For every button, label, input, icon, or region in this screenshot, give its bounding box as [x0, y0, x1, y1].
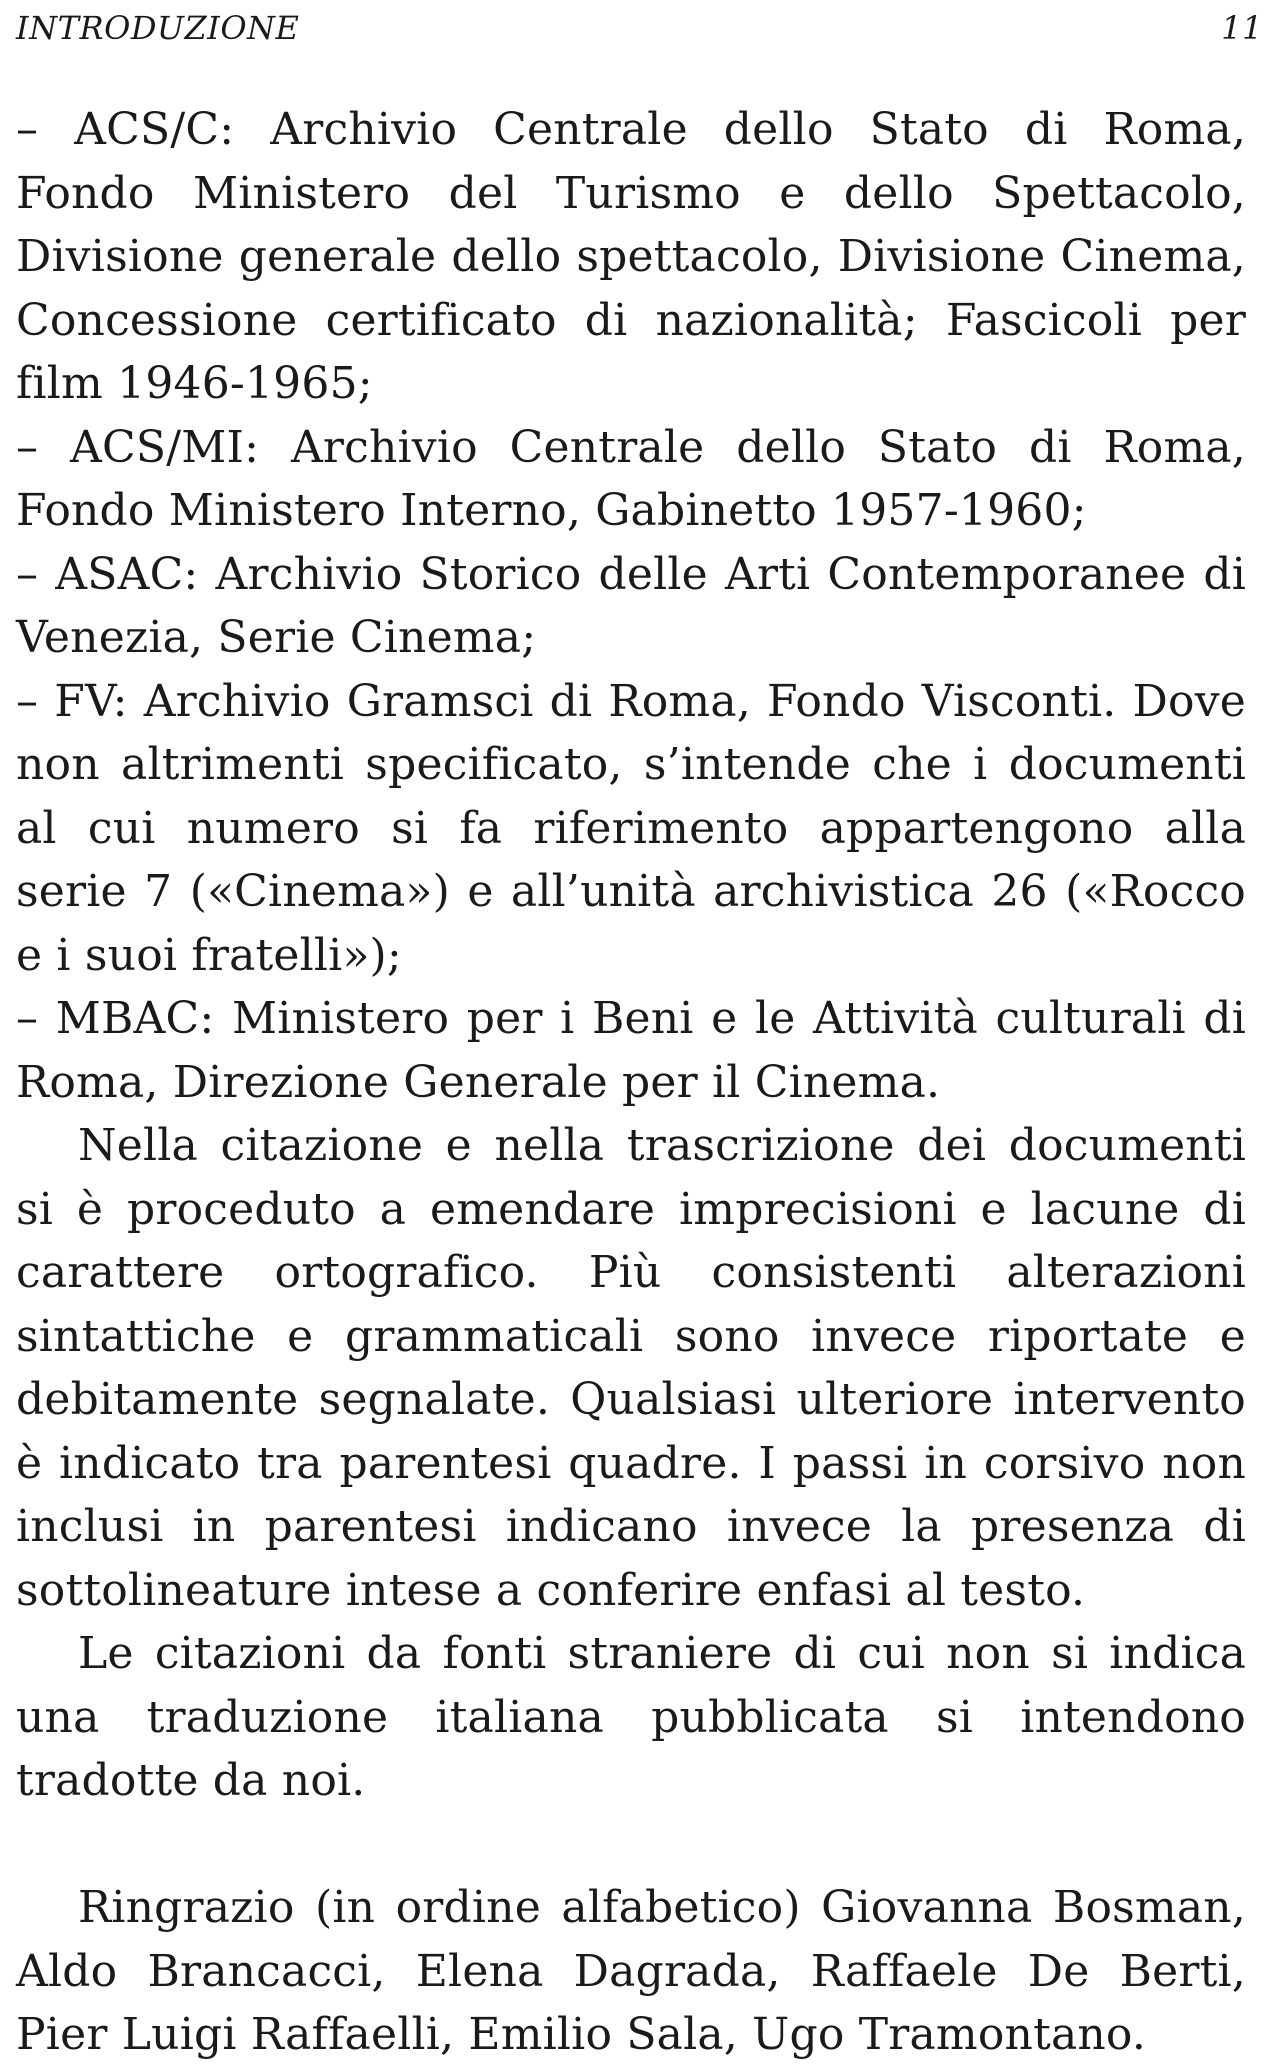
running-head: [16, 10, 1263, 46]
abbreviation-asac: – ASAC: Archivio Storico delle Arti Contemporanee di Venezia, Serie Cinema;: [16, 548, 1246, 663]
abbreviation-acs-mi: – ACS/MI: Archivio Centrale dello Stato di Roma, Fondo Ministero Interno, Gabinetto 1957-1960;: [16, 421, 1246, 536]
paragraph-spacer: [16, 1813, 1246, 1877]
abbreviations-list: [16, 98, 1246, 1114]
paragraph-translations: Le citazioni da fonti straniere di cui non si indica una traduzione italiana pubblicata si intendono tradotte da noi.: [16, 1628, 1246, 1806]
paragraph-transcription: Nella citazione e nella trascrizione dei documenti si è proceduto a emendare imprecisioni e lacune di carattere ortografico. Più consistenti alterazioni sintattiche e grammaticali sono invece riportate e debitamente segnalate. Qualsiasi ulteriore intervento è indicato tra parentesi quadre. I passi in corsivo non inclusi in parentesi indicano invece la presenza di sottolineature intese a conferire enfasi al testo.: [16, 1120, 1246, 1616]
running-head-section: INTRODUZIONE: [16, 9, 300, 47]
body-text: [16, 98, 1246, 2067]
page-number: 11: [1221, 9, 1263, 47]
abbreviation-mbac: – MBAC: Ministero per i Beni e le Attività culturali di Roma, Direzione Generale per il Cinema.: [16, 993, 1246, 1108]
abbreviation-acs-c: – ACS/C: Archivio Centrale dello Stato di Roma, Fondo Ministero del Turismo e dello Spettacolo, Divisione generale dello spettacolo, Divisione Cinema, Concessione certificato di nazionalità; Fascicoli per film 1946-1965;: [16, 104, 1246, 409]
paragraph-acknowledgements: Ringrazio (in ordine alfabetico) Giovanna Bosman, Aldo Brancacci, Elena Dagrada, Raffaele De Berti, Pier Luigi Raffaelli, Emilio Sala, Ugo Tramontano.: [16, 1882, 1246, 2060]
abbreviation-fv: – FV: Archivio Gramsci di Roma, Fondo Visconti. Dove non altrimenti specificato, s’intende che i documenti al cui numero si fa riferimento appartengono alla serie 7 («Cinema») e all’unità archivistica 26 («Rocco e i suoi fratelli»);: [16, 675, 1246, 981]
